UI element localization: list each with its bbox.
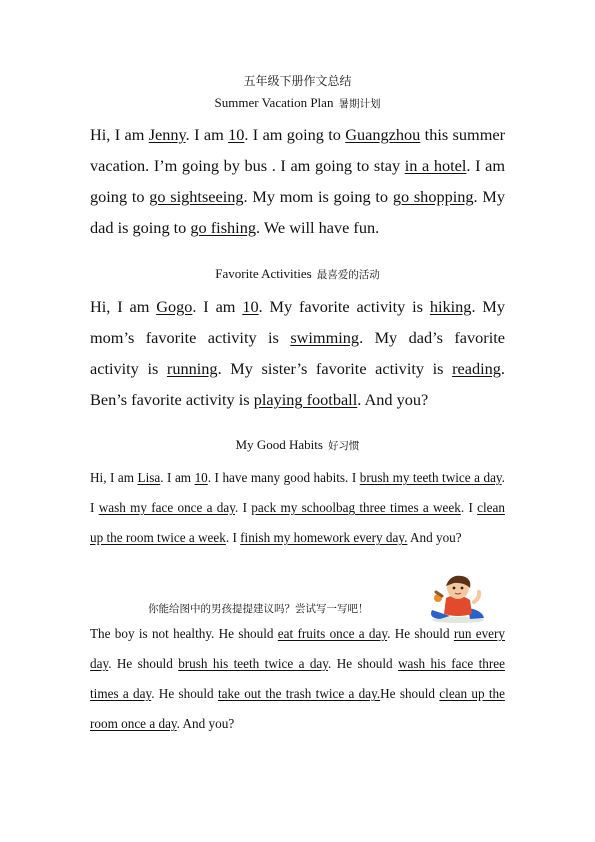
answer-blank: 10 xyxy=(194,470,208,485)
text-run: Hi, I am xyxy=(90,125,149,144)
text-run: . He should xyxy=(108,656,179,671)
text-run: . My dad is going to xyxy=(90,187,505,237)
answer-blank: brush his teeth twice a day xyxy=(178,656,329,671)
text-run: . I xyxy=(235,500,252,515)
answer-blank: 10 xyxy=(242,297,259,316)
answer-blank: Gogo xyxy=(156,297,193,316)
text-run: . He should xyxy=(387,626,454,641)
answer-blank: hiking xyxy=(429,297,472,316)
text-run: . Ben’s favorite activity is xyxy=(90,359,505,409)
section-heading-activities xyxy=(0,266,595,282)
section-heading-summer xyxy=(0,95,595,111)
heading-cn: 好习惯 xyxy=(327,440,360,452)
text-run: this summer vacation. I’m going by bus . I am going to stay xyxy=(90,125,506,175)
answer-blank: pack my schoolbag three times a week xyxy=(251,500,461,515)
text-run: . I am going to xyxy=(244,125,346,144)
text-run: Hi, I am xyxy=(90,470,138,485)
text-run: And you? xyxy=(407,530,462,545)
answer-blank: eat fruits once a day xyxy=(277,626,388,641)
text-run: . I am xyxy=(192,297,243,316)
answer-blank: in a hotel xyxy=(404,156,467,175)
advice-prompt: 你能给图中的男孩提提建议吗？尝试写一写吧！ xyxy=(148,603,369,615)
text-run: . And you? xyxy=(357,390,429,409)
answer-blank: wash his face three times a day xyxy=(90,656,505,701)
heading-en: My Good Habits xyxy=(235,437,323,452)
text-run: The boy is not healthy. He should xyxy=(90,626,278,641)
text-run: . I xyxy=(460,500,478,515)
answer-blank: running xyxy=(166,359,218,378)
answer-blank: go fishing xyxy=(190,218,256,237)
paragraph-favorite-activities xyxy=(90,291,505,415)
text-run: . I have many good habits. I xyxy=(207,470,360,485)
text-run: . He should xyxy=(328,656,399,671)
text-run: He should xyxy=(380,686,440,701)
document-title: 五年级下册作文总结 xyxy=(243,74,352,88)
answer-blank: go sightseeing xyxy=(149,187,244,206)
answer-blank: go shopping xyxy=(392,187,474,206)
answer-blank: Lisa xyxy=(137,470,161,485)
text-run: . We will have fun. xyxy=(256,218,380,237)
answer-blank: Jenny xyxy=(148,125,186,144)
text-run: . My mom is going to xyxy=(243,187,393,206)
text-run: . I am xyxy=(185,125,229,144)
answer-blank: reading xyxy=(452,359,501,378)
text-run: . My dad’s favorite activity is xyxy=(90,328,506,378)
text-run: . I am xyxy=(160,470,195,485)
text-run: . And you? xyxy=(176,716,235,731)
text-run: . My mom’s favorite activity is xyxy=(90,297,505,347)
text-run: . My favorite activity is xyxy=(258,297,430,316)
section-heading-habits xyxy=(0,437,595,453)
answer-blank: 10 xyxy=(228,125,245,144)
answer-blank: playing football xyxy=(253,390,358,409)
text-run: . I xyxy=(90,470,505,515)
answer-blank: brush my teeth twice a day xyxy=(359,470,502,485)
text-run: . My sister’s favorite activity is xyxy=(217,359,453,378)
paragraph-good-habits xyxy=(90,463,505,553)
text-run: Hi, I am xyxy=(90,297,157,316)
heading-en: Favorite Activities xyxy=(215,266,312,281)
heading-en: Summer Vacation Plan xyxy=(214,95,334,110)
answer-blank: Guangzhou xyxy=(345,125,421,144)
answer-blank: clean up the room twice a week xyxy=(90,500,505,545)
paragraph-summer-vacation xyxy=(90,119,505,243)
answer-blank: clean up the room once a day xyxy=(90,686,505,731)
answer-blank: swimming xyxy=(290,328,360,347)
text-run: . I xyxy=(225,530,241,545)
answer-blank: take out the trash twice a day. xyxy=(217,686,381,701)
answer-blank: finish my homework every day. xyxy=(240,530,408,545)
text-run: . He should xyxy=(151,686,218,701)
text-run: . I am going to xyxy=(90,156,506,206)
heading-cn: 最喜爱的活动 xyxy=(316,269,380,281)
boy-eating-illustration xyxy=(424,572,488,624)
heading-cn: 暑期计划 xyxy=(338,98,381,110)
answer-blank: run every day xyxy=(90,626,506,671)
paragraph-advice xyxy=(90,619,505,739)
answer-blank: wash my face once a day xyxy=(98,500,235,515)
